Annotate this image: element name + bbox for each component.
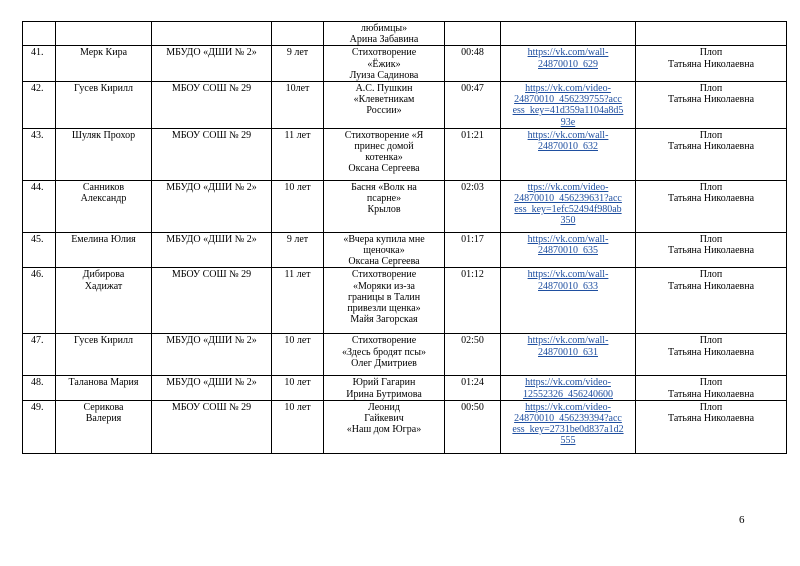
participant-name-text: Серикова Валерия (83, 401, 124, 425)
age-cell (272, 22, 324, 46)
age-text: 10 лет (284, 335, 311, 347)
teacher-text: Плоп Татьяна Николаевна (667, 269, 755, 292)
video-link-cell[interactable] (501, 268, 636, 334)
age-cell (272, 46, 324, 82)
duration-cell (445, 82, 501, 129)
school-text: МБУДО «ДШИ № 2» (166, 335, 257, 347)
duration-text: 02:50 (461, 335, 484, 347)
duration-text: 01:12 (461, 269, 484, 281)
school-cell (152, 22, 272, 46)
age-cell (272, 334, 324, 376)
age-cell (272, 376, 324, 400)
row-number-text: 48. (31, 377, 44, 389)
teacher-cell (636, 334, 787, 376)
participant-name-cell (56, 334, 152, 376)
row-number-text: 41. (31, 47, 44, 59)
participant-name-cell (56, 128, 152, 180)
work-title-text: Стихотворение «Моряки из-за границы в Талин привезли щенка» Майя Загорская (347, 269, 421, 326)
work-title-cell (324, 400, 445, 453)
video-link-cell[interactable] (501, 376, 636, 400)
row-number-text: 46. (31, 269, 44, 281)
work-title-text: Леонид Гайкевич «Наш дом Югра» (346, 401, 422, 436)
duration-text: 00:50 (461, 401, 484, 413)
video-link[interactable]: ttps://vk.com/video- 24870010_456239631?acc ess_key=1efc52494f980ab 350 (514, 181, 622, 227)
video-link[interactable]: https://vk.com/video- 12552326_456240600 (523, 377, 613, 400)
school-cell (152, 180, 272, 232)
work-title-cell (324, 376, 445, 400)
age-text: 9 лет (286, 233, 309, 245)
row-number-cell (23, 46, 56, 82)
school-text: МБУДО «ДШИ № 2» (166, 47, 257, 59)
age-text: 10 лет (284, 181, 311, 193)
video-link-cell (501, 22, 636, 46)
duration-cell (445, 376, 501, 400)
age-text: 10лет (285, 83, 310, 95)
participant-name-text: Гусев Кирилл (74, 335, 133, 347)
work-title-text: Басня «Волк на псарне» Крылов (351, 181, 417, 216)
participant-name-cell (56, 400, 152, 453)
row-number-text: 45. (31, 233, 44, 245)
teacher-text: Плоп Татьяна Николаевна (667, 233, 755, 257)
row-number-cell (23, 334, 56, 376)
table-row (23, 82, 787, 129)
row-number-text: 44. (31, 181, 44, 193)
age-text: 9 лет (286, 47, 309, 59)
age-cell (272, 128, 324, 180)
table-row (23, 400, 787, 453)
teacher-text: Плоп Татьяна Николаевна (667, 181, 755, 205)
row-number-cell (23, 82, 56, 129)
row-number-cell (23, 232, 56, 268)
school-cell (152, 82, 272, 129)
duration-text: 00:48 (461, 47, 484, 59)
participant-name-cell (56, 180, 152, 232)
table-row (23, 334, 787, 376)
participant-name-text: Шуляк Прохор (71, 129, 136, 141)
video-link[interactable]: https://vk.com/wall- 24870010_631 (527, 335, 609, 358)
video-link-cell[interactable] (501, 180, 636, 232)
row-number-cell (23, 400, 56, 453)
participant-name-text: Дибирова Хадижат (82, 269, 125, 292)
teacher-cell (636, 232, 787, 268)
duration-cell (445, 22, 501, 46)
table-row (23, 46, 787, 82)
teacher-text: Плоп Татьяна Николаевна (667, 83, 755, 106)
teacher-cell (636, 376, 787, 400)
table-row (23, 128, 787, 180)
duration-cell (445, 46, 501, 82)
teacher-cell (636, 82, 787, 129)
work-title-cell (324, 46, 445, 82)
video-link-cell[interactable] (501, 128, 636, 180)
school-cell (152, 400, 272, 453)
work-title-cell (324, 268, 445, 334)
row-number-text: 43. (31, 129, 44, 141)
participant-name-cell (56, 46, 152, 82)
table-row (23, 376, 787, 400)
age-cell (272, 180, 324, 232)
participant-name-text: Таланова Мария (68, 377, 139, 389)
teacher-text: Плоп Татьяна Николаевна (667, 401, 755, 425)
participant-name-text: Гусев Кирилл (74, 83, 133, 95)
duration-text: 02:03 (461, 181, 484, 193)
work-title-cell (324, 180, 445, 232)
age-cell (272, 82, 324, 129)
duration-text: 01:21 (461, 129, 484, 141)
participant-name-text: Санников Александр (80, 181, 127, 205)
video-link[interactable]: https://vk.com/video- 24870010_456239394?acc ess_key=2731be0d837a1d2 555 (512, 401, 624, 447)
work-title-cell (324, 232, 445, 268)
table-row (23, 180, 787, 232)
duration-text: 00:47 (461, 83, 484, 95)
school-text: МБОУ СОШ № 29 (171, 83, 252, 95)
video-link-cell[interactable] (501, 82, 636, 129)
participant-name-cell (56, 268, 152, 334)
work-title-text: Стихотворение «Ёжик» Луиза Садинова (349, 47, 419, 81)
age-text: 11 лет (284, 269, 311, 281)
row-number-cell (23, 22, 56, 46)
age-cell (272, 400, 324, 453)
work-title-text: А.С. Пушкин «Клеветникам России» (353, 83, 415, 117)
duration-cell (445, 334, 501, 376)
participant-name-text: Мерк Кира (79, 47, 128, 59)
school-text: МБОУ СОШ № 29 (171, 269, 252, 281)
teacher-text: Плоп Татьяна Николаевна (667, 377, 755, 400)
video-link-cell[interactable] (501, 334, 636, 376)
school-cell (152, 128, 272, 180)
participant-name-cell (56, 376, 152, 400)
age-cell (272, 268, 324, 334)
school-cell (152, 232, 272, 268)
age-text: 10 лет (284, 377, 311, 389)
row-number-text: 47. (31, 335, 44, 347)
school-text: МБОУ СОШ № 29 (171, 401, 252, 413)
video-link-cell[interactable] (501, 400, 636, 453)
age-text: 10 лет (284, 401, 311, 413)
work-title-text: любимцы» Арина Забавина (349, 23, 419, 46)
school-text: МБУДО «ДШИ № 2» (166, 181, 257, 193)
work-title-text: Юрий Гагарин Ирина Бутримова (346, 377, 422, 400)
work-title-cell (324, 128, 445, 180)
teacher-cell (636, 46, 787, 82)
teacher-text: Плоп Татьяна Николаевна (667, 47, 755, 70)
school-text: МБУДО «ДШИ № 2» (166, 377, 257, 389)
work-title-text: Стихотворение «Здесь бродят псы» Олег Дмитриев (342, 335, 426, 369)
table-row (23, 268, 787, 334)
table-row (23, 22, 787, 46)
teacher-cell (636, 268, 787, 334)
duration-cell (445, 232, 501, 268)
school-cell (152, 268, 272, 334)
participant-name-cell (56, 82, 152, 129)
age-text: 11 лет (284, 129, 311, 141)
school-cell (152, 46, 272, 82)
duration-cell (445, 180, 501, 232)
work-title-text: Стихотворение «Я принес домой котенка» Оксана Сергеева (344, 129, 424, 175)
work-title-cell (324, 22, 445, 46)
video-link-cell[interactable] (501, 46, 636, 82)
participant-name-cell (56, 22, 152, 46)
school-cell (152, 334, 272, 376)
page-number: 6 (739, 514, 745, 526)
duration-cell (445, 400, 501, 453)
row-number-text: 49. (31, 401, 44, 413)
teacher-text: Плоп Татьяна Николаевна (667, 335, 755, 358)
row-number-cell (23, 268, 56, 334)
participants-table (22, 21, 787, 454)
participant-name-text: Емелина Юлия (71, 233, 136, 245)
work-title-text: «Вчера купила мне щеночка» Оксана Сергеева (343, 233, 425, 268)
duration-text: 01:17 (461, 233, 484, 245)
teacher-text: Плоп Татьяна Николаевна (667, 129, 755, 153)
table-row (23, 232, 787, 268)
age-cell (272, 232, 324, 268)
school-cell (152, 376, 272, 400)
teacher-cell (636, 22, 787, 46)
school-text: МБУДО «ДШИ № 2» (166, 233, 257, 245)
video-link[interactable]: https://vk.com/wall- 24870010_633 (527, 269, 609, 292)
video-link[interactable]: https://vk.com/wall- 24870010_635 (527, 233, 609, 257)
row-number-cell (23, 376, 56, 400)
video-link[interactable]: https://vk.com/video- 24870010_456239755?acc ess_key=41d359a1104a8d5 93e (512, 83, 624, 128)
video-link[interactable]: https://vk.com/wall- 24870010_632 (527, 129, 609, 153)
participant-name-cell (56, 232, 152, 268)
duration-cell (445, 268, 501, 334)
row-number-cell (23, 180, 56, 232)
teacher-cell (636, 128, 787, 180)
duration-cell (445, 128, 501, 180)
work-title-cell (324, 334, 445, 376)
video-link-cell[interactable] (501, 232, 636, 268)
work-title-cell (324, 82, 445, 129)
row-number-text: 42. (31, 83, 44, 95)
teacher-cell (636, 180, 787, 232)
row-number-cell (23, 128, 56, 180)
school-text: МБОУ СОШ № 29 (171, 129, 252, 141)
teacher-cell (636, 400, 787, 453)
duration-text: 01:24 (461, 377, 484, 389)
video-link[interactable]: https://vk.com/wall- 24870010_629 (527, 47, 609, 70)
